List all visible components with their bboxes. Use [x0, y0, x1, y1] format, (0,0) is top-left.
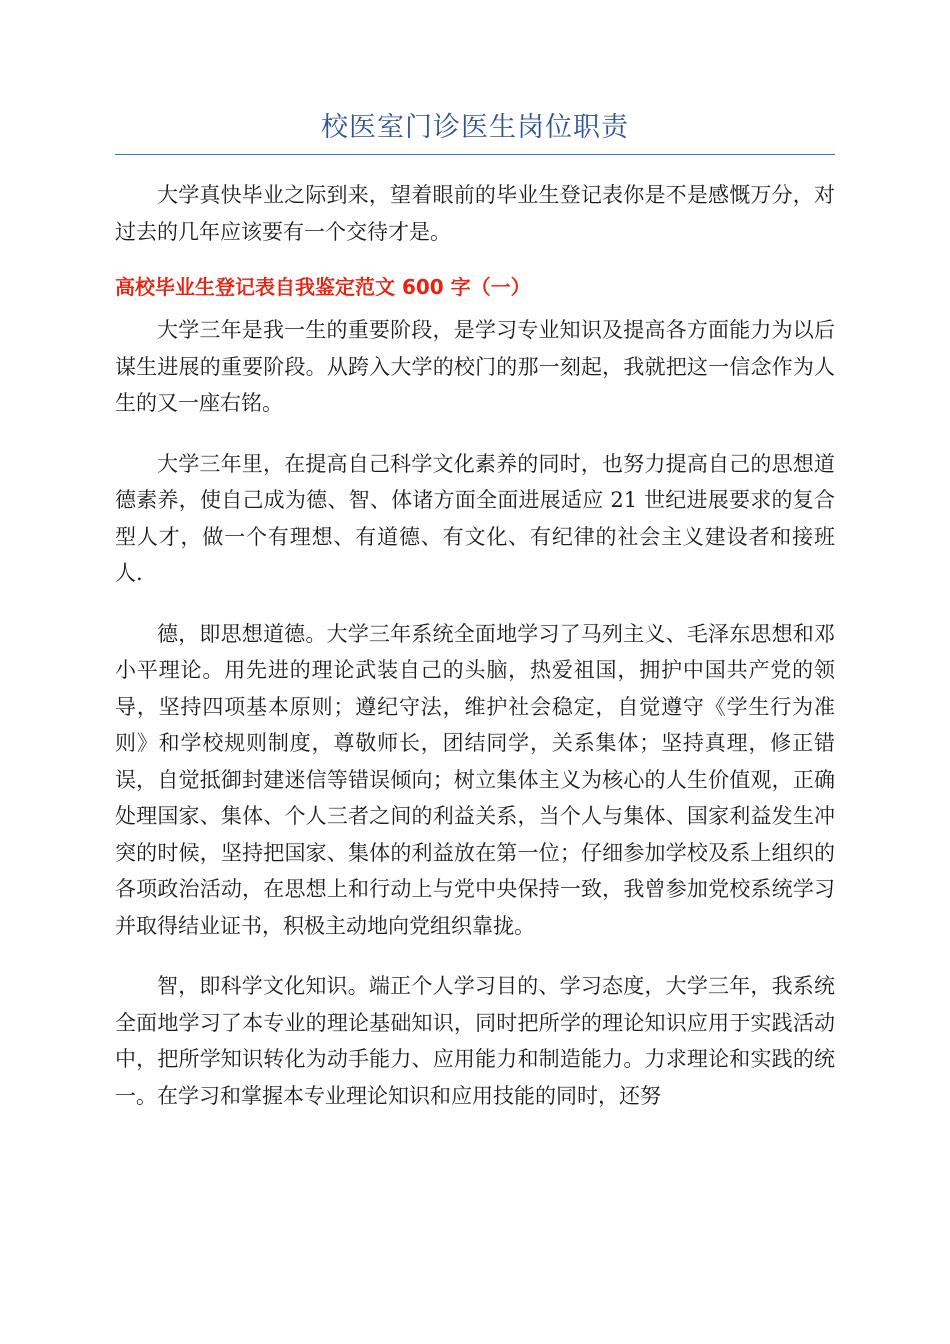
body-paragraph-3: 德，即思想道德。大学三年系统全面地学习了马列主义、毛泽东思想和邓小平理论。用先进的理论武装自己的头脑，热爱祖国，拥护中国共产党的领导，坚持四项基本原则；遵纪守法，维护社会稳定，自觉遵守《学生行为准则》和学校规则制度，尊敬师长，团结同学，关系集体；坚持真理，修正错误，自觉抵御封建迷信等错误倾向；树立集体主义为核心的人生价值观，正确处理国家、集体、个人三者之间的利益关系，当个人与集体、国家利益发生冲突的时候，坚持把国家、集体的利益放在第一位；仔细参加学校及系上组织的各项政治活动，在思想上和行动上与党中央保持一致，我曾参加党校系统学习并取得结业证书，积极主动地向党组织靠拢。 — [115, 621, 835, 938]
body-paragraph-1: 大学三年是我一生的重要阶段，是学习专业知识及提高各方面能力为以后谋生进展的重要阶段。从跨入大学的校门的那一刻起，我就把这一信念作为人生的又一座右铭。 — [115, 318, 835, 415]
section-heading: 高校毕业生登记表自我鉴定范文 600 字（一） — [115, 275, 531, 299]
intro-paragraph: 大学真快毕业之际到来，望着眼前的毕业生登记表你是不是感慨万分，对过去的几年应该要有一个交待才是。 — [115, 183, 835, 244]
body-paragraph-4: 智，即科学文化知识。端正个人学习目的、学习态度，大学三年，我系统全面地学习了本专业的理论基础知识，同时把所学的理论知识应用于实践活动中，把所学知识转化为动手能力、应用能力和制造能力。力求理论和实践的统一。在学习和掌握本专业理论知识和应用技能的同时，还努 — [115, 974, 835, 1108]
document-page — [115, 108, 835, 1114]
body-paragraph-2: 大学三年里，在提高自己科学文化素养的同时，也努力提高自己的思想道德素养，使自己成为德、智、体诸方面全面进展适应 21 世纪进展要求的复合型人才，做一个有理想、有道德、有文化、有纪律的社会主义建设者和接班人. — [115, 451, 835, 585]
document-title: 校医室门诊医生岗位职责 — [115, 108, 835, 155]
